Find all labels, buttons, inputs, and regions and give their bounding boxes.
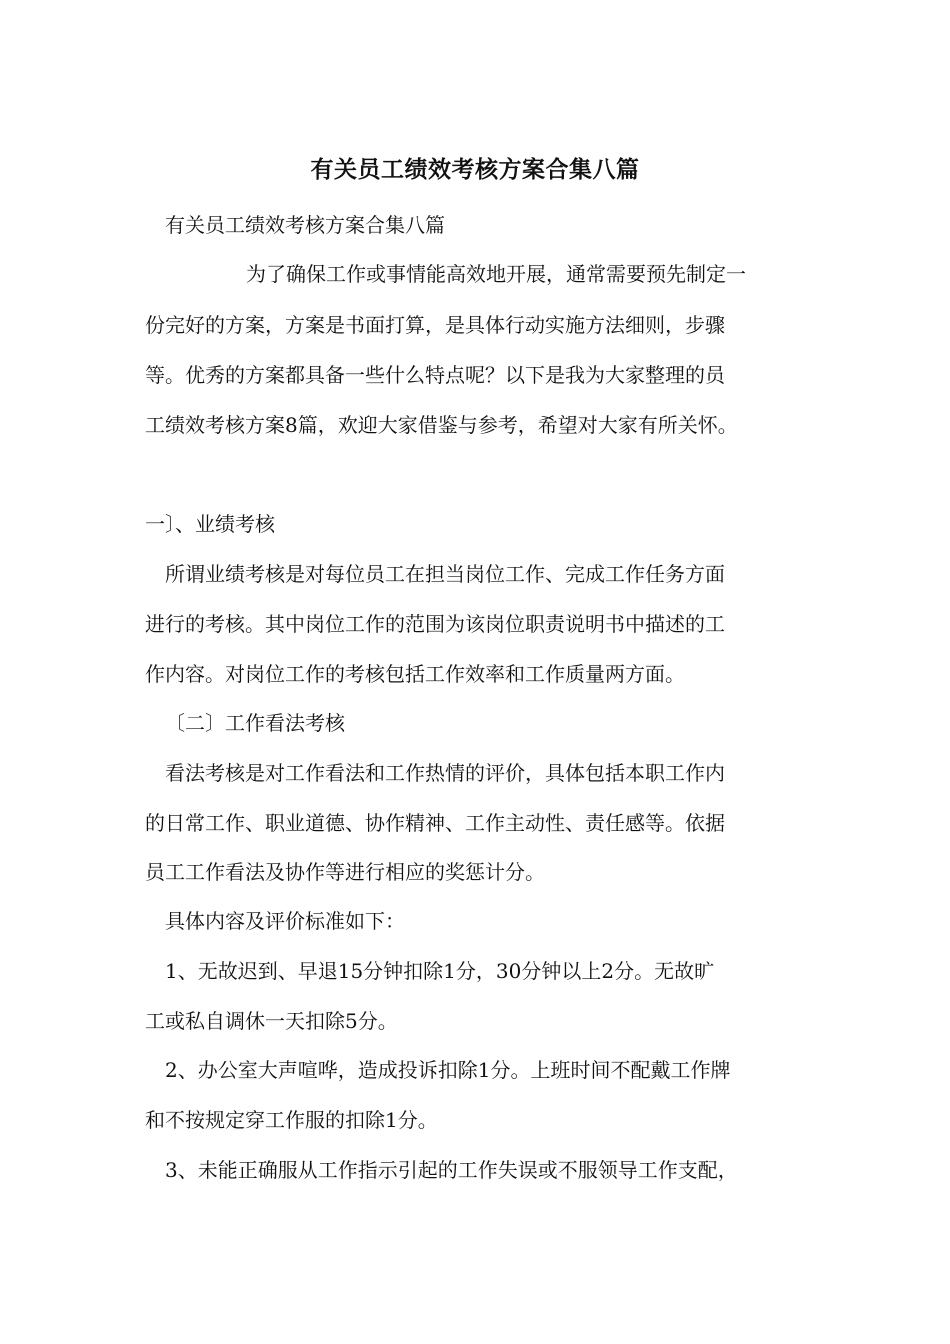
text-line: 工或私自调休一天扣除5分。 — [145, 1009, 398, 1033]
document-title: 有关员工绩效考核方案合集八篇 — [310, 157, 640, 183]
text-line: 所谓业绩考核是对每位员工在担当岗位工作、完成工作任务方面 — [165, 562, 725, 586]
section-heading: 一〕、业绩考核 — [145, 512, 275, 536]
text-line: 看法考核是对工作看法和工作热情的评价，具体包括本职工作内 — [165, 761, 725, 785]
text-line: 和不按规定穿工作服的扣除1分。 — [145, 1108, 438, 1132]
text-line: 具体内容及评价标准如下： — [165, 909, 405, 933]
text-line: 作内容。对岗位工作的考核包括工作效率和工作质量两方面。 — [145, 662, 685, 686]
text-line: 进行的考核。其中岗位工作的范围为该岗位职责说明书中描述的工 — [145, 612, 725, 636]
text-line: 份完好的方案，方案是书面打算，是具体行动实施方法细则，步骤 — [145, 313, 725, 337]
text-line: 为了确保工作或事情能高效地开展，通常需要预先制定一 — [246, 262, 746, 286]
text-line: 2、办公室大声喧哗，造成投诉扣除1分。上班时间不配戴工作牌 — [165, 1058, 731, 1082]
text-line: 等。优秀的方案都具备一些什么特点呢？以下是我为大家整理的员 — [145, 363, 725, 387]
text-line: 有关员工绩效考核方案合集八篇 — [165, 213, 445, 237]
text-line: 的日常工作、职业道德、协作精神、工作主动性、责任感等。依据 — [145, 811, 725, 835]
text-line: 3、未能正确服从工作指示引起的工作失误或不服领导工作支配， — [165, 1158, 738, 1182]
text-line: 工绩效考核方案8篇，欢迎大家借鉴与参考，希望对大家有所关怀。 — [145, 413, 738, 437]
text-line: 员工工作看法及协作等进行相应的奖惩计分。 — [145, 860, 545, 884]
text-line: 1、无故迟到、早退15分钟扣除1分，30分钟以上2分。无故旷 — [165, 959, 715, 983]
section-heading: 〔二〕工作看法考核 — [165, 711, 345, 735]
